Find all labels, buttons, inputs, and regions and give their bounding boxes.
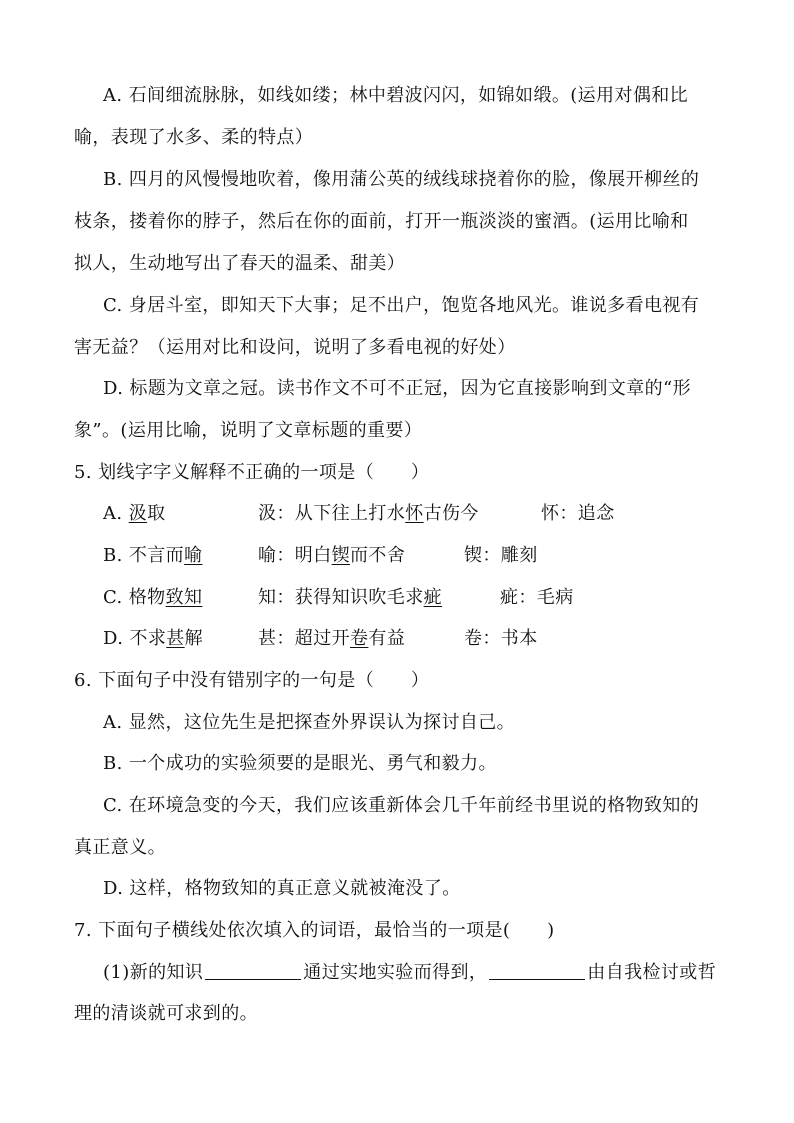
q5-option-d-gloss-word2: 甚：超过开卷有益 — [258, 628, 406, 649]
underlined-char: 甚 — [166, 628, 185, 649]
q4-option-d-line1: D. 标题为文章之冠。读书作文不可不正冠，因为它直接影响到文章的“形 — [103, 378, 692, 399]
underlined-char: 卷 — [350, 628, 369, 649]
q4-option-a-line2: 喻，表现了水多、柔的特点） — [74, 127, 314, 148]
q5-option-b-word: B. 不言而喻 — [103, 545, 203, 566]
q6-option-b: B. 一个成功的实验须要的是眼光、勇气和毅力。 — [103, 753, 497, 774]
underlined-char: 喻 — [184, 545, 203, 566]
underlined-char: 怀 — [405, 503, 424, 524]
q6-option-c-line2: 真正意义。 — [74, 837, 166, 858]
fill-blank-2[interactable] — [489, 961, 585, 980]
q5-option-c-word: C. 格物致知 — [103, 587, 203, 608]
q4-option-b-line1: B. 四月的风慢慢地吹着，像用蒲公英的绒线球挠着你的脸，像展开柳丝的 — [103, 169, 700, 190]
q5-option-c-gloss2: 疵：毛病 — [500, 587, 574, 608]
fill-blank-1[interactable] — [205, 961, 301, 980]
q5-option-c-gloss-word2: 知：获得知识吹毛求疵 — [258, 587, 443, 608]
q6-option-d: D. 这样，格物致知的真正意义就被淹没了。 — [103, 878, 461, 899]
underlined-char: 锲 — [331, 545, 351, 566]
underlined-char: 致知 — [165, 587, 203, 608]
q5-option-a-word: A. 汲取 — [103, 503, 166, 524]
q5-stem: 5. 划线字字义解释不正确的一项是（ ） — [74, 462, 430, 483]
q6-option-c-line1: C. 在环境急变的今天，我们应该重新体会几千年前经书里说的格物致知的 — [103, 795, 700, 816]
q4-option-c-line2: 害无益？（运用对比和设问，说明了多看电视的好处） — [74, 337, 516, 358]
q7-sentence1-line1: (1)新的知识 通过实地实验而得到， 由自我检讨或哲 — [103, 962, 717, 983]
q6-stem: 6. 下面句子中没有错别字的一句是（ ） — [74, 670, 430, 691]
q4-option-b-line3: 拟人，生动地写出了春天的温柔、甜美） — [74, 253, 406, 274]
q7-stem: 7. 下面句子横线处依次填入的词语，最恰当的一项是( ) — [74, 920, 555, 941]
underlined-char: 疵 — [423, 587, 443, 608]
q5-option-d-gloss2: 卷：书本 — [464, 628, 538, 649]
underlined-char: 汲 — [128, 503, 148, 524]
q5-option-d-word: D. 不求甚解 — [103, 628, 204, 649]
q6-option-a: A. 显然，这位先生是把探查外界误认为探讨自己。 — [103, 712, 516, 733]
q5-option-b-gloss-word2: 喻：明白锲而不舍 — [258, 545, 406, 566]
q4-option-c-line1: C. 身居斗室，即知天下大事；足不出户，饱览各地风光。谁说多看电视有 — [103, 295, 700, 316]
q5-option-a-gloss2: 怀：追念 — [541, 503, 615, 524]
q4-option-a-line1: A. 石间细流脉脉，如线如缕；林中碧波闪闪，如锦如缎。(运用对偶和比 — [103, 85, 689, 106]
q4-option-d-line2: 象”。(运用比喻，说明了文章标题的重要） — [74, 420, 423, 441]
q5-option-b-gloss2: 锲：雕刻 — [464, 545, 538, 566]
q5-option-a-gloss-word2: 汲：从下往上打水怀古伤今 — [258, 503, 479, 524]
q7-sentence1-line2: 理的清谈就可求到的。 — [74, 1003, 258, 1024]
q4-option-b-line2: 枝条，搂着你的脖子，然后在你的面前，打开一瓶淡淡的蜜酒。(运用比喻和 — [74, 211, 689, 232]
